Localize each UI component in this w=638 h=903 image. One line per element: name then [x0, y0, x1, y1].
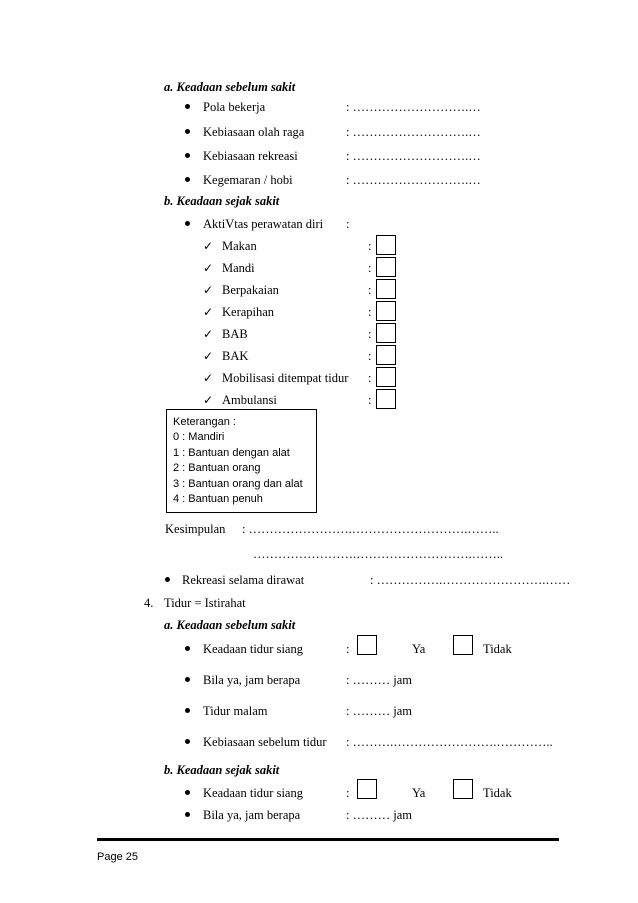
activity-label: AktiVtas perawatan diri [203, 217, 324, 231]
kesimpulan-line-1: : …………………….……………………….…….. [242, 522, 499, 536]
tidur-siang-label: Keadaan tidur siang [203, 642, 303, 656]
item-label: Pola bekerja [203, 100, 266, 114]
check-icon: ✓ [203, 349, 214, 363]
bullet-icon [185, 646, 190, 651]
check-colon: : [368, 305, 372, 319]
footer-divider [97, 838, 559, 841]
item-value: : ……………………….… [346, 149, 481, 163]
ya-checkbox[interactable] [357, 779, 377, 799]
tidur-malam-label: Tidur malam [203, 704, 268, 718]
tidur-siang-colon: : [346, 786, 350, 800]
section-a1-heading: a. Keadaan sebelum sakit [164, 80, 296, 94]
ya-label: Ya [412, 642, 426, 656]
item-value: : ……………………….… [346, 173, 481, 187]
page-number: Page 25 [97, 851, 138, 863]
legend-line: 1 : Bantuan dengan alat [173, 446, 290, 459]
item-label: Kegemaran / hobi [203, 173, 293, 187]
activity-colon: : [346, 217, 350, 231]
check-label: BAB [222, 327, 248, 341]
rekreasi-value: : …………….…………………….…… [370, 573, 571, 587]
section-a2-heading: a. Keadaan sebelum sakit [164, 618, 296, 632]
score-box[interactable] [376, 345, 396, 365]
check-colon: : [368, 261, 372, 275]
check-colon: : [368, 239, 372, 253]
legend-title: Keterangan : [173, 416, 236, 428]
legend-line: 4 : Bantuan penuh [173, 492, 263, 505]
legend-box [166, 409, 317, 513]
bullet-icon [185, 221, 190, 226]
check-icon: ✓ [203, 239, 214, 253]
bullet-icon [185, 739, 190, 744]
score-box[interactable] [376, 389, 396, 409]
jam-label: Bila ya, jam berapa [203, 673, 301, 687]
check-colon: : [368, 393, 372, 407]
check-label: Makan [222, 239, 257, 253]
legend-line: 0 : Mandiri [173, 431, 225, 444]
jam-value: : ……… jam [346, 673, 412, 687]
score-box[interactable] [376, 323, 396, 343]
tidak-checkbox[interactable] [453, 779, 473, 799]
legend-line: 2 : Bantuan orang [173, 462, 261, 475]
legend-line: 3 : Bantuan orang dan alat [173, 477, 303, 490]
check-icon: ✓ [203, 305, 214, 319]
check-icon: ✓ [203, 283, 214, 297]
check-icon: ✓ [203, 261, 214, 275]
bullet-icon [185, 708, 190, 713]
tidur-siang-colon: : [346, 642, 350, 656]
bullet-icon [185, 153, 190, 158]
rekreasi-label: Rekreasi selama dirawat [182, 573, 305, 587]
tidak-checkbox[interactable] [453, 635, 473, 655]
tidur-malam-value: : ……… jam [346, 704, 412, 718]
tidak-label: Tidak [483, 786, 512, 800]
item-label: Kebiasaan olah raga [203, 125, 305, 139]
bullet-icon [185, 677, 190, 682]
check-label: Kerapihan [222, 305, 275, 319]
check-label: Berpakaian [222, 283, 279, 297]
check-label: Mobilisasi ditempat tidur [222, 371, 349, 385]
kebiasaan-value: : ……….…………………….………….. [346, 735, 553, 749]
item-label: Kebiasaan rekreasi [203, 149, 298, 163]
bullet-icon [185, 790, 190, 795]
check-colon: : [368, 371, 372, 385]
section-b1-heading: b. Keadaan sejak sakit [164, 194, 280, 208]
bullet-icon [185, 812, 190, 817]
check-label: Mandi [222, 261, 255, 275]
check-colon: : [368, 327, 372, 341]
item-value: : ……………………….… [346, 100, 481, 114]
check-colon: : [368, 349, 372, 363]
section-4-title: Tidur = Istirahat [164, 596, 246, 610]
kebiasaan-label: Kebiasaan sebelum tidur [203, 735, 327, 749]
check-label: BAK [222, 349, 249, 363]
section-4-number: 4. [144, 596, 154, 610]
score-box[interactable] [376, 301, 396, 321]
score-box[interactable] [376, 257, 396, 277]
check-colon: : [368, 283, 372, 297]
jam-label: Bila ya, jam berapa [203, 808, 301, 822]
score-box[interactable] [376, 367, 396, 387]
score-box[interactable] [376, 235, 396, 255]
jam-value: : ……… jam [346, 808, 412, 822]
check-label: Ambulansi [222, 393, 277, 407]
bullet-icon [185, 177, 190, 182]
tidur-siang-label: Keadaan tidur siang [203, 786, 303, 800]
bullet-icon [185, 104, 190, 109]
check-icon: ✓ [203, 393, 214, 407]
ya-label: Ya [412, 786, 426, 800]
item-value: : ……………………….… [346, 125, 481, 139]
bullet-icon [185, 129, 190, 134]
check-icon: ✓ [203, 371, 214, 385]
kesimpulan-label: Kesimpulan [165, 522, 226, 536]
score-box[interactable] [376, 279, 396, 299]
ya-checkbox[interactable] [357, 635, 377, 655]
check-icon: ✓ [203, 327, 214, 341]
bullet-icon [165, 577, 170, 582]
kesimpulan-line-2: …………………….……………………….…….. [253, 547, 503, 561]
section-b2-heading: b. Keadaan sejak sakit [164, 763, 280, 777]
tidak-label: Tidak [483, 642, 512, 656]
